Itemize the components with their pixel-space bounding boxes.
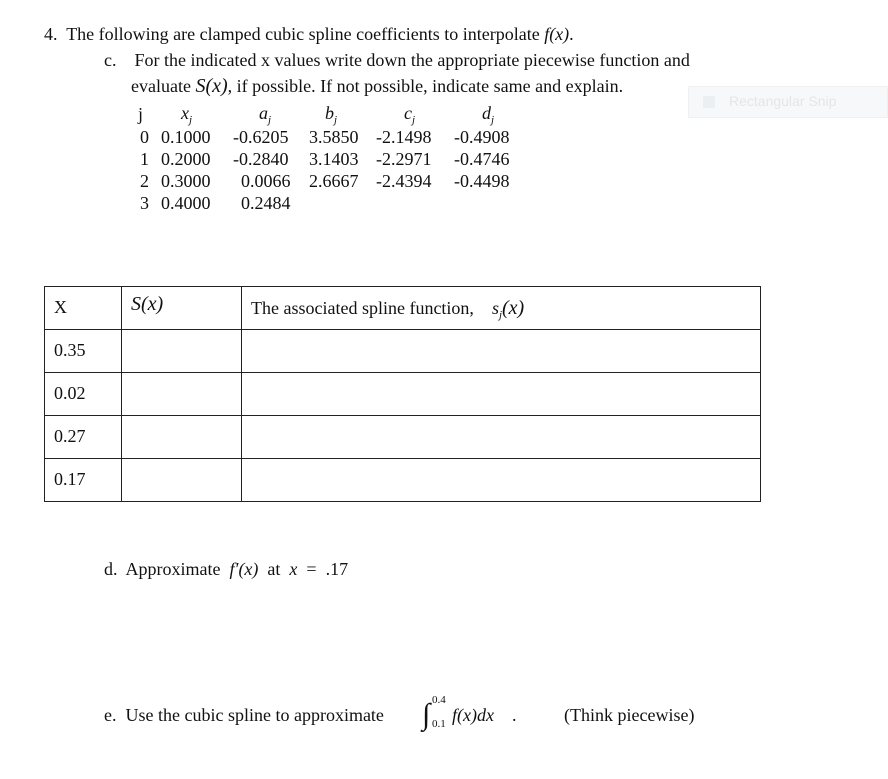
part-c-evaluate: evaluate (131, 76, 191, 96)
spline-function-input-cell[interactable] (242, 459, 761, 502)
s-value-input-cell[interactable] (122, 373, 242, 416)
cell-c: -2.4394 (376, 170, 432, 191)
cell-c (376, 192, 454, 214)
derivative-f-prime: f′(x) (229, 559, 259, 579)
coefficient-row (130, 148, 524, 170)
part-e-marker: e. (104, 705, 117, 725)
integral-period: . (512, 705, 517, 725)
spline-function-label: The associated spline function, (251, 298, 474, 318)
integral-upper-limit: 0.4 (432, 694, 446, 706)
part-d-at: at (267, 559, 281, 579)
function-S: S(x) (195, 75, 228, 97)
cell-d: -0.4908 (454, 126, 510, 147)
coefficient-table (130, 103, 524, 214)
part-d-equals: = (306, 559, 317, 579)
cell-b (309, 192, 376, 214)
cell-a: 0.2484 (241, 192, 291, 213)
cell-x: 0.4000 (161, 192, 211, 213)
cell-x: 0.2000 (161, 148, 211, 169)
intro-period: . (569, 24, 574, 44)
header-spline-function (242, 287, 761, 330)
cell-a: 0.0066 (241, 170, 291, 191)
integral-sign: ∫ (422, 698, 431, 731)
header-j: j (138, 104, 144, 124)
cell-b: 3.1403 (309, 148, 359, 169)
part-d-variable: x (289, 559, 298, 579)
question-intro: The following are clamped cubic spline coefficients to interpolate (66, 24, 540, 44)
part-e (104, 705, 384, 726)
header-b: $b_j$ (325, 103, 338, 126)
cell-j: 1 (140, 148, 149, 169)
cell-d: -0.4746 (454, 148, 510, 169)
header-a: $a_j$ (259, 103, 272, 126)
cell-d: -0.4498 (454, 170, 510, 191)
cell-b: 3.5850 (309, 126, 359, 147)
function-f: f(x) (544, 24, 570, 44)
s-value-input-cell[interactable] (122, 330, 242, 373)
cell-j: 3 (140, 192, 149, 213)
part-d (104, 559, 348, 580)
s-value-input-cell[interactable] (122, 416, 242, 459)
header-x: $x_j$ (181, 103, 193, 126)
integral-lower-limit: 0.1 (432, 718, 446, 730)
question-number: 4. (44, 24, 58, 44)
spline-symbol: s (491, 298, 499, 318)
integrand: f(x)dx (452, 705, 494, 725)
cell-a: -0.6205 (233, 126, 289, 147)
coefficient-row (130, 170, 524, 192)
integral-expression (420, 694, 530, 734)
x-value-cell: 0.35 (45, 330, 122, 373)
spline-function-input-cell[interactable] (242, 373, 761, 416)
part-e-hint: (Think piecewise) (564, 705, 695, 725)
question-header (44, 24, 574, 45)
cell-d (454, 192, 524, 214)
cell-j: 0 (140, 126, 149, 147)
cell-x: 0.1000 (161, 126, 211, 147)
cell-a: -0.2840 (233, 148, 289, 169)
part-e-text: Use the cubic spline to approximate (125, 705, 384, 725)
part-c-text1: For the indicated x values write down the appropriate piecewise function and (134, 50, 690, 70)
table-row (45, 416, 761, 459)
header-d: $d_j$ (482, 103, 495, 126)
spline-subscript: j (498, 309, 503, 321)
part-d-text: Approximate (125, 559, 221, 579)
x-value-cell: 0.17 (45, 459, 122, 502)
cell-c: -2.2971 (376, 148, 432, 169)
rectangular-snip-overlay (688, 86, 888, 118)
answer-header-row (45, 287, 761, 330)
part-c-line1 (104, 50, 690, 71)
snip-icon (703, 96, 715, 108)
x-value-cell: 0.02 (45, 373, 122, 416)
snip-label: Rectangular Snip (729, 93, 837, 109)
coefficient-row (130, 192, 524, 214)
coefficient-row (130, 126, 524, 148)
table-row (45, 373, 761, 416)
coefficient-header-row (130, 103, 524, 126)
table-row (45, 330, 761, 373)
part-d-value: .17 (325, 559, 349, 579)
cell-j: 2 (140, 170, 149, 191)
s-value-input-cell[interactable] (122, 459, 242, 502)
part-c-text2: , if possible. If not possible, indicate same and explain. (227, 76, 624, 96)
spline-function-input-cell[interactable] (242, 416, 761, 459)
table-row (45, 459, 761, 502)
header-c: $c_j$ (404, 103, 416, 126)
header-s-of-x: S(x) (122, 287, 242, 330)
answer-table (44, 286, 761, 502)
spline-function-input-cell[interactable] (242, 330, 761, 373)
cell-c: -2.1498 (376, 126, 432, 147)
part-c-marker: c. (104, 50, 117, 70)
cell-b: 2.6667 (309, 170, 359, 191)
x-value-cell: 0.27 (45, 416, 122, 459)
cell-x: 0.3000 (161, 170, 211, 191)
header-x-value: X (45, 287, 122, 330)
part-c-line2 (131, 75, 623, 98)
part-d-marker: d. (104, 559, 118, 579)
spline-argument: (x) (502, 297, 525, 319)
